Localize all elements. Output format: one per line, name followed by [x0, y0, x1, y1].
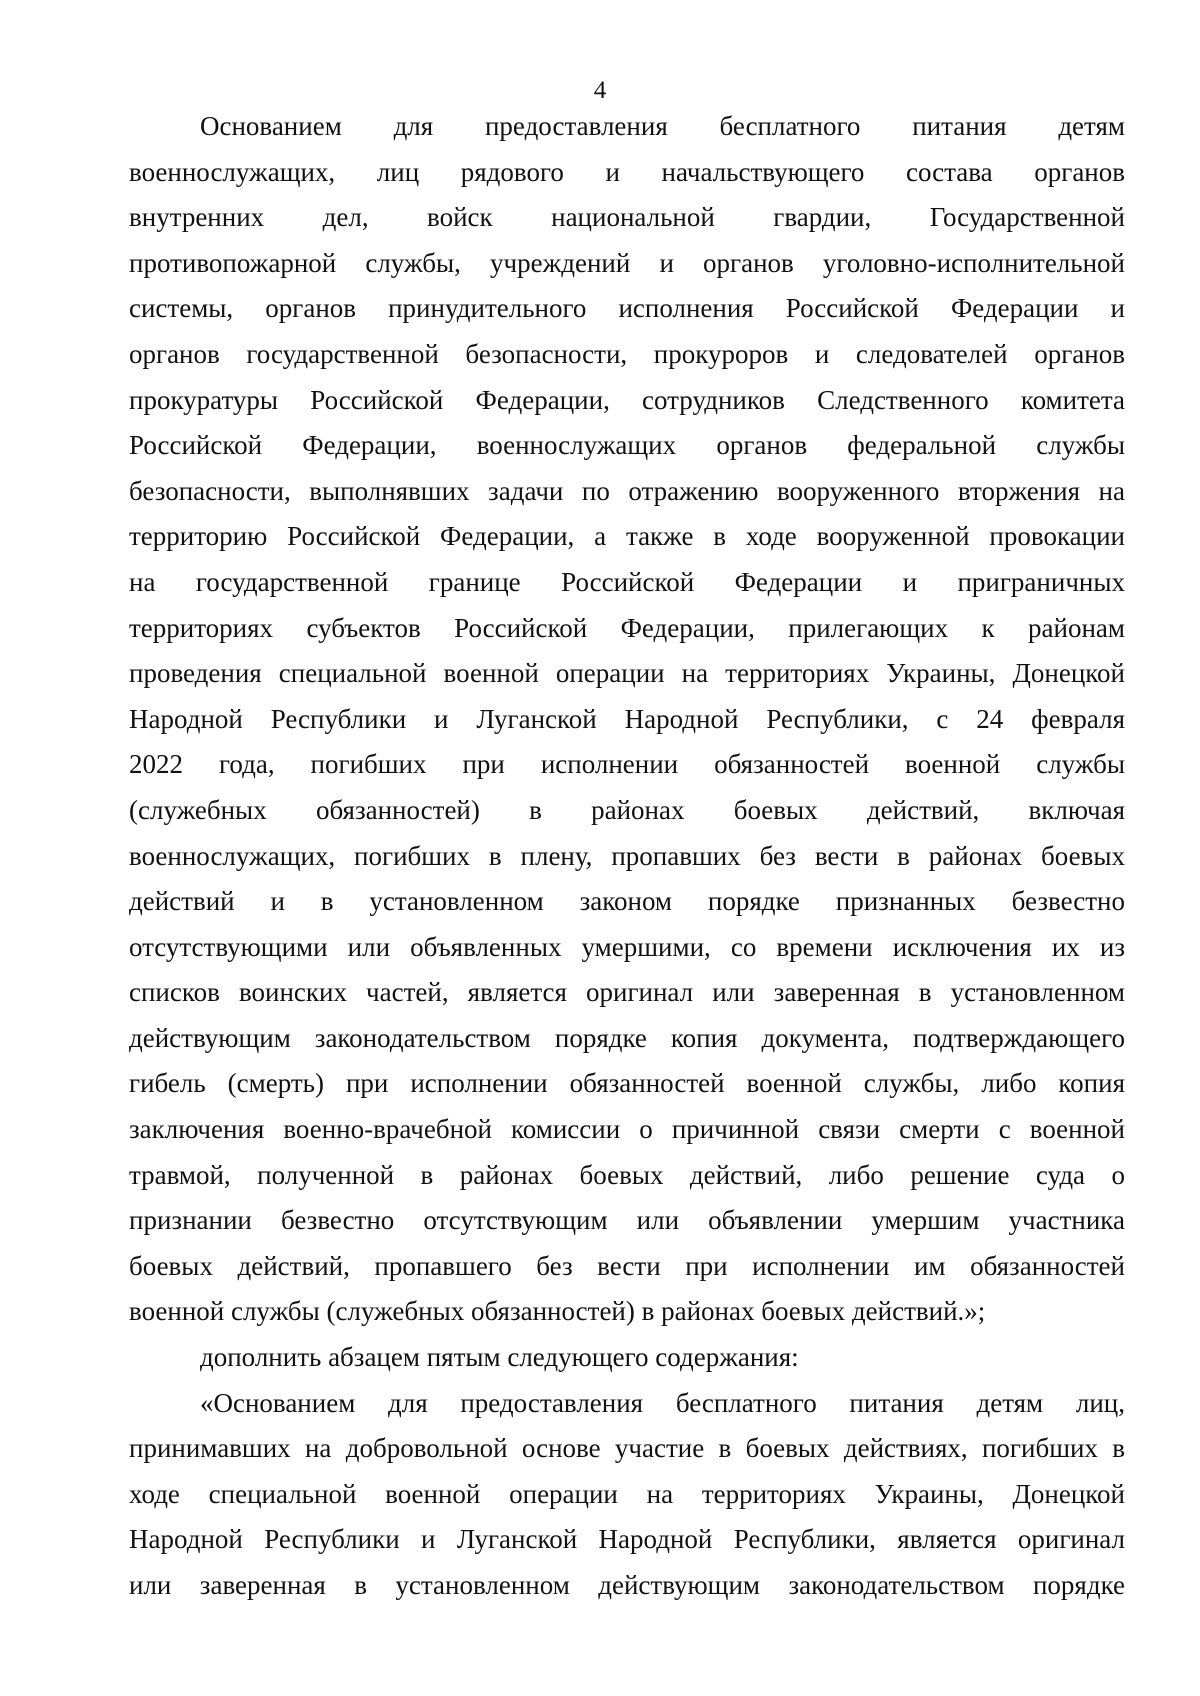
text-line: на государственной границе Российской Федерации и приграничных — [129, 566, 1125, 597]
text-line: или заверенная в установленном действующим законодательством порядке — [129, 1570, 1125, 1600]
text-line: Российской Федерации, военнослужащих органов федеральной службы — [129, 430, 1125, 461]
text-line: территорию Российской Федерации, а также в ходе вооруженной провокации — [129, 521, 1125, 552]
text-line: системы, органов принудительного исполнения Российской Федерации и — [129, 293, 1125, 324]
text-line: безопасности, выполнявших задачи по отражению вооруженного вторжения на — [129, 475, 1125, 506]
text-line: (служебных обязанностей) в районах боевых действий, включая — [129, 794, 1125, 825]
text-line: Народной Республики и Луганской Народной Республики, с 24 февраля — [129, 703, 1125, 734]
text-line: внутренних дел, войск национальной гвардии, Государственной — [129, 202, 1125, 233]
text-line: списков воинских частей, является оригинал или заверенная в установленном — [129, 977, 1125, 1008]
text-line: действующим законодательством порядке копия документа, подтверждающего — [129, 1022, 1125, 1053]
text-line: военнослужащих, лиц рядового и начальствующего состава органов — [129, 156, 1125, 187]
text-line: Основанием для предоставления бесплатного питания детям — [200, 111, 1125, 141]
text-line: действий и в установленном законом порядке признанных безвестно — [129, 886, 1125, 917]
text-line: травмой, полученной в районах боевых действий, либо решение суда о — [129, 1159, 1125, 1190]
text-line: органов государственной безопасности, прокуроров и следователей органов — [129, 338, 1125, 369]
text-line: признании безвестно отсутствующим или объявлении умершим участника — [129, 1205, 1125, 1236]
text-line: территориях субъектов Российской Федерации, прилегающих к районам — [129, 612, 1125, 643]
text-line: гибель (смерть) при исполнении обязанностей военной службы, либо копия — [129, 1068, 1125, 1099]
page-number: 4 — [593, 77, 607, 104]
text-line: принимавших на добровольной основе участие в боевых действиях, погибших в — [129, 1433, 1125, 1464]
text-line: 2022 года, погибших при исполнении обязанностей военной службы — [129, 749, 1125, 780]
text-line: военной службы (служебных обязанностей) в районах боевых действий.»; — [129, 1296, 986, 1327]
text-line: военнослужащих, погибших в плену, пропавших без вести в районах боевых — [129, 840, 1125, 871]
text-line: отсутствующими или объявленных умершими, со времени исключения их из — [129, 931, 1125, 962]
document-body — [129, 104, 1125, 1609]
text-line: дополнить абзацем пятым следующего содержания: — [200, 1342, 799, 1373]
text-line: «Основанием для предоставления бесплатного питания детям лиц, — [200, 1387, 1125, 1418]
text-line: заключения военно-врачебной комиссии о причинной связи смерти с военной — [129, 1114, 1125, 1145]
text-line: противопожарной службы, учреждений и органов уголовно-исполнительной — [129, 247, 1125, 278]
text-line: Народной Республики и Луганской Народной Республики, является оригинал — [129, 1524, 1125, 1555]
text-line: ходе специальной военной операции на территориях Украины, Донецкой — [129, 1478, 1125, 1509]
text-line: проведения специальной военной операции на территориях Украины, Донецкой — [129, 658, 1125, 689]
text-line: прокуратуры Российской Федерации, сотрудников Следственного комитета — [129, 384, 1125, 415]
text-line: боевых действий, пропавшего без вести при исполнении им обязанностей — [129, 1250, 1125, 1281]
